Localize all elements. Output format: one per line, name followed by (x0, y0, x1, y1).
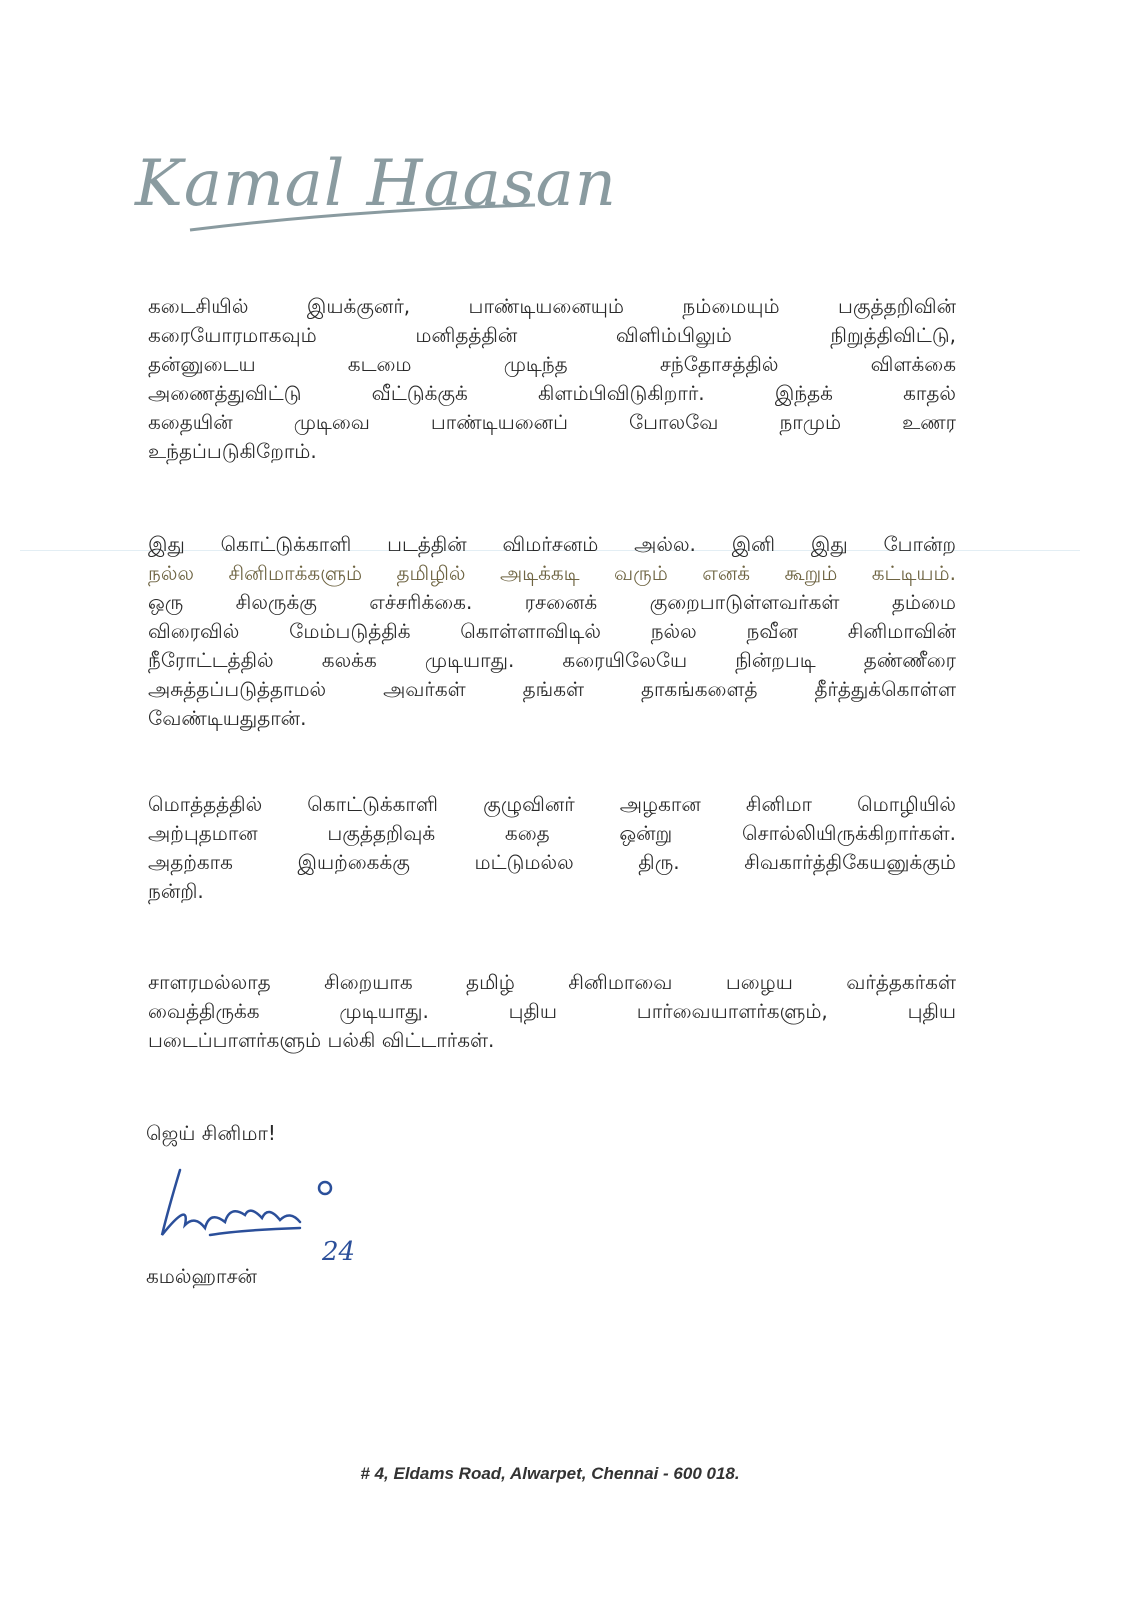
text-line: அசுத்தப்படுத்தாமல் அவர்கள் தங்கள் தாகங்களைத் தீர்த்துக்கொள்ள (148, 677, 956, 701)
text-line: அற்புதமான பகுத்தறிவுக் கதை ஒன்று சொல்லியிருக்கிறார்கள். (148, 821, 956, 845)
signatory-name: கமல்ஹாசன் (146, 1264, 257, 1288)
text-line: வேண்டியதுதான். (148, 706, 307, 730)
text-line: உந்தப்படுகிறோம். (148, 439, 317, 463)
footer-address: # 4, Eldams Road, Alwarpet, Chennai - 600 018. (360, 1464, 740, 1483)
svg-text:24: 24 (322, 1237, 356, 1267)
text-line: வைத்திருக்க முடியாது. புதிய பார்வையாளர்களும், புதிய (148, 999, 956, 1023)
text-line: தன்னுடைய கடமை முடிந்த சந்தோசத்தில் விளக்கை (148, 352, 956, 376)
text-line: மொத்தத்தில் கொட்டுக்காளி குழுவினர் அழகான சினிமா மொழியில் (148, 792, 956, 816)
paragraph-3 (148, 790, 956, 906)
paragraph-1 (148, 292, 956, 466)
text-line: நன்றி. (148, 879, 204, 903)
closing-line: ஜெய் சினிமா! (146, 1121, 276, 1145)
text-line: அதற்காக இயற்கைக்கு மட்டுமல்ல திரு. சிவகார்த்திகேயனுக்கும் (148, 850, 956, 874)
svg-text:Kamal Haasan: Kamal Haasan (135, 147, 617, 221)
text-line: சாளரமல்லாத சிறையாக தமிழ் சினிமாவை பழைய வர்த்தகர்கள் (148, 970, 956, 994)
text-line: கடைசியில் இயக்குனர், பாண்டியனையும் நம்மையும் பகுத்தறிவின் (148, 294, 956, 318)
text-line: கரையோரமாகவும் மனிதத்தின் விளிம்பிலும் நிறுத்திவிட்டு, (148, 323, 956, 347)
text-line: கதையின் முடிவை பாண்டியனைப் போலவே நாமும் உணர (148, 410, 956, 434)
text-line: இது கொட்டுக்காளி படத்தின் விமர்சனம் அல்ல. இனி இது போன்ற (148, 532, 956, 556)
text-line: விரைவில் மேம்படுத்திக் கொள்ளாவிடில் நல்ல நவீன சினிமாவின் (148, 619, 956, 643)
text-line: படைப்பாளர்களும் பல்கி விட்டார்கள். (148, 1028, 495, 1052)
paragraph-4 (148, 968, 956, 1055)
paragraph-2 (148, 530, 956, 733)
text-line: ஒரு சிலருக்கு எச்சரிக்கை. ரசனைக் குறைபாடுள்ளவர்கள் தம்மை (148, 590, 956, 614)
letterhead-logo (130, 130, 617, 240)
text-line: அணைத்துவிட்டு வீட்டுக்குக் கிளம்பிவிடுகிறார். இந்தக் காதல் (148, 381, 956, 405)
text-line: நீரோட்டத்தில் கலக்க முடியாது. கரையிலேயே நின்றபடி தண்ணீரை (148, 648, 956, 672)
text-line: நல்ல சினிமாக்களும் தமிழில் அடிக்கடி வரும் எனக் கூறும் கட்டியம். (148, 561, 956, 585)
